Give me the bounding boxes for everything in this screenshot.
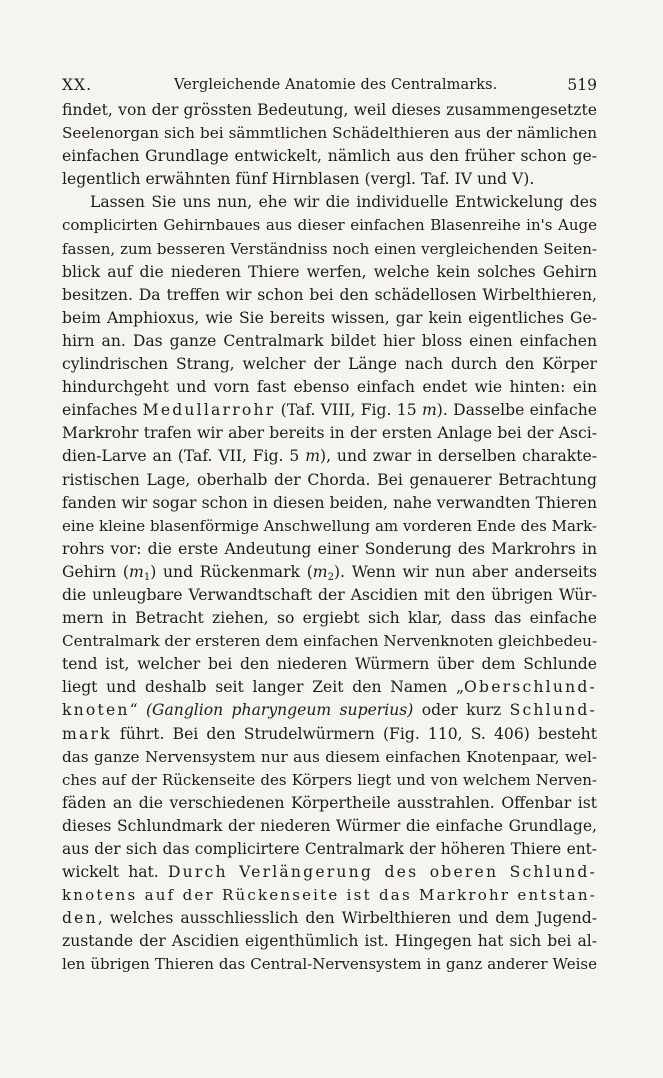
- text-line: findet, von der grössten Bedeutung, weil dieses zusammengesetzte: [62, 101, 597, 119]
- text-line: beim Amphioxus, wie Sie bereits wissen, gar kein eigentliches Ge-: [62, 308, 597, 327]
- text-line: knoten“ (Ganglion pharyngeum superius) oder kurz Schlund-: [62, 701, 597, 720]
- text-line: aus der sich das complicirtere Centralmark der höheren Thiere ent-: [62, 840, 597, 858]
- text-line: einfachen Grundlage entwickelt, nämlich aus den früher schon ge-: [62, 147, 597, 166]
- text-line: complicirten Gehirnbaues aus dieser einfachen Blasenreihe in's Auge: [62, 216, 597, 235]
- chapter-number: XX.: [62, 76, 92, 94]
- text-line: Markrohr trafen wir aber bereits in der ersten Anlage bei der Asci-: [62, 424, 597, 443]
- text-line: mark führt. Bei den Strudelwürmern (Fig. 110, S. 406) besteht: [62, 724, 597, 743]
- text-line: rohrs vor: die erste Andeutung einer Sonderung des Markrohrs in: [62, 539, 597, 558]
- page-number: 519: [567, 76, 597, 94]
- body-text: [62, 99, 597, 977]
- text-line: Gehirn $(m_1)$ und Rückenmark $(m_2)$. Wenn wir nun aber anderseits: [62, 562, 597, 583]
- text-line: cylindrischen Strang, welcher der Länge nach durch den Körper: [62, 355, 597, 374]
- text-line: mern in Betracht ziehen, so ergiebt sich klar, dass das einfache: [62, 609, 597, 628]
- text-line: len übrigen Thieren das Central-Nervensystem in ganz anderer Weise: [62, 955, 597, 974]
- text-line: ristischen Lage, oberhalb der Chorda. Bei genauerer Betrachtung: [62, 470, 597, 489]
- text-line: Seelenorgan sich bei sämmtlichen Schädelthieren aus der nämlichen: [62, 124, 597, 143]
- text-line: die unleugbare Verwandtschaft der Ascidien mit den übrigen Wür-: [62, 585, 597, 604]
- text-line: den, welches ausschliesslich den Wirbelthieren und dem Jugend-: [62, 909, 597, 928]
- running-title: Vergleichende Anatomie des Centralmarks.: [174, 77, 498, 93]
- text-line: einfaches Medullarrohr (Taf. VIII, Fig. 15 m). Dasselbe einfache: [62, 401, 597, 420]
- text-line: hirn an. Das ganze Centralmark bildet hier bloss einen einfachen: [62, 331, 597, 350]
- text-line: das ganze Nervensystem nur aus diesem einfachen Knotenpaar, wel-: [62, 747, 597, 766]
- text-line: fanden wir sogar schon in diesen beiden, nahe verwandten Thieren: [62, 493, 597, 512]
- text-line: tend ist, welcher bei den niederen Würmern über dem Schlunde: [62, 655, 597, 674]
- text-line: knotens auf der Rückenseite ist das Markrohr entstan-: [62, 886, 597, 905]
- text-line: Centralmark der ersteren dem einfachen Nervenknoten gleichbedeu-: [62, 632, 598, 651]
- text-line: eine kleine blasenförmige Anschwellung am vorderen Ende des Mark-: [62, 516, 597, 535]
- text-line: fassen, zum besseren Verständniss noch einen vergleichenden Seiten-: [62, 239, 597, 258]
- text-line: dieses Schlundmark der niederen Würmer die einfache Grundlage,: [62, 816, 597, 835]
- text-line: dien-Larve an (Taf. VII, Fig. 5 m), und zwar in derselben charakte-: [62, 447, 597, 466]
- text-line: zustande der Ascidien eigenthümlich ist. Hingegen hat sich bei al-: [62, 932, 597, 951]
- running-header: [62, 76, 597, 100]
- text-line: wickelt hat. Durch Verlängerung des oberen Schlund-: [62, 863, 597, 882]
- text-line: legentlich erwähnten fünf Hirnblasen (vergl. Taf. IV und V).: [62, 170, 535, 189]
- text-line: liegt und deshalb seit langer Zeit den Namen „Oberschlund-: [62, 678, 597, 697]
- text-line: ches auf der Rückenseite des Körpers liegt und von welchem Nerven-: [62, 770, 597, 789]
- text-line: Lassen Sie uns nun, ehe wir die individuelle Entwickelung des: [90, 193, 597, 212]
- text-line: hindurchgeht und vorn fast ebenso einfach endet wie hinten: ein: [62, 378, 597, 397]
- text-line: besitzen. Da treffen wir schon bei den schädellosen Wirbelthieren,: [62, 285, 597, 304]
- text-line: blick auf die niederen Thiere werfen, welche kein solches Gehirn: [62, 262, 597, 281]
- text-line: fäden an die verschiedenen Körpertheile ausstrahlen. Offenbar ist: [62, 793, 597, 812]
